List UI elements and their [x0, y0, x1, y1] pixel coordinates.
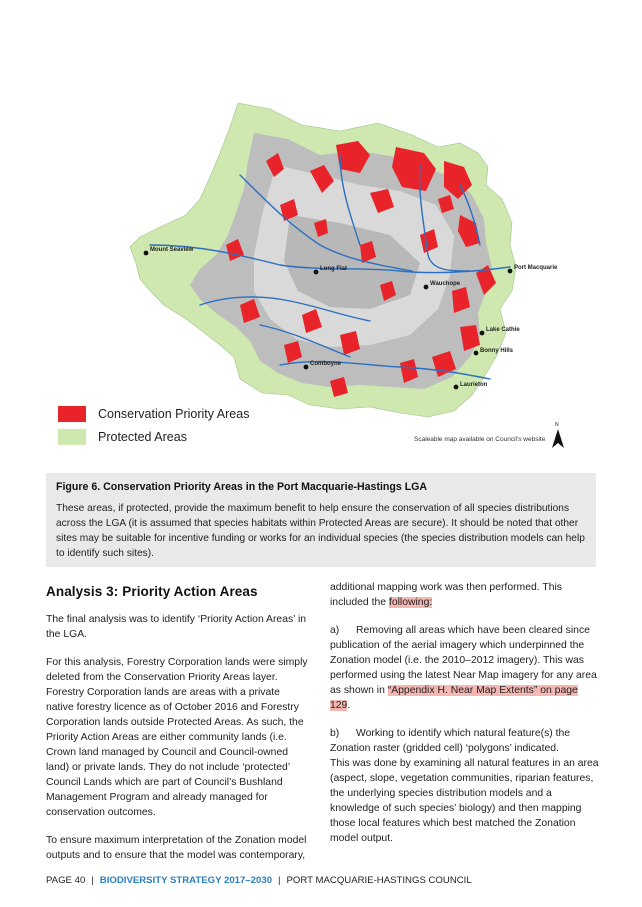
appendix-link[interactable]: “Appendix H. Near Map Extents” on page 129	[330, 685, 578, 711]
town-label: Mount Seaview	[150, 247, 194, 253]
legend-swatch-green	[58, 429, 86, 445]
page-number: PAGE 40	[46, 875, 86, 886]
map-credit: Scaleable map available on Council's website	[414, 436, 546, 443]
paragraph: For this analysis, Forestry Corporation lands were simply deleted from the Conservation Priority Areas layer. Forestry Corporation lands are areas with a private native forestry licence as of October 2016 and Forestry Corporation lands outside Protected Areas. As such, the Priority Action Areas are either community lands (i.e. Crown land managed by Council and Council-owned land) or private lands. They do not include ‘protected’ Council Lands which are part of Council’s Bushland Management Program and already managed for conservation outcomes.	[46, 657, 308, 818]
legend-swatch-red	[58, 406, 86, 422]
paragraph: additional mapping work was then performed. This included the following:	[330, 582, 562, 608]
town-label: Wauchope	[430, 281, 461, 287]
paragraph: The final analysis was to identify ‘Priority Action Areas’ in the LGA.	[46, 614, 307, 640]
conservation-map	[40, 95, 600, 455]
town-label: Long Flat	[320, 266, 347, 272]
list-item-b: b) Working to identify which natural feature(s) the Zonation raster (gridded cell) ‘polygons’ indicated. This was done by examining all natural features in an area (aspect, slope, vegetation communities, riparian features, the underlying species distribution models and a knowledge of such species’ biology) and then mapping those local features which best matched the Zonation model output.	[330, 728, 599, 844]
town-label: Comboyne	[310, 361, 342, 367]
document-title: BIODIVERSITY STRATEGY 2017–2030	[99, 875, 273, 886]
legend-label: Protected Areas	[98, 430, 187, 444]
town-label: Port Macquarie	[514, 265, 558, 271]
left-column	[46, 583, 308, 876]
svg-text:N: N	[555, 422, 559, 428]
section-heading: Analysis 3: Priority Action Areas	[46, 584, 258, 599]
paragraph: To ensure maximum interpretation of the Zonation model outputs and to ensure that the model was contemporary,	[46, 835, 307, 861]
list-marker: b)	[330, 728, 340, 739]
figure-title: Figure 6. Conservation Priority Areas in the Port Macquarie-Hastings LGA	[56, 481, 428, 493]
town-label: Bonny Hills	[480, 348, 514, 354]
north-arrow-icon	[550, 420, 566, 450]
figure-caption-box	[46, 473, 596, 567]
list-marker: a)	[330, 625, 340, 636]
legend-label: Conservation Priority Areas	[98, 407, 250, 421]
page-footer: PAGE 40 | BIODIVERSITY STRATEGY 2017–2030 | PORT MACQUARIE-HASTINGS COUNCIL	[46, 875, 472, 886]
town-label: Lake Cathie	[486, 327, 520, 333]
right-column	[330, 580, 600, 859]
highlighted-text: following:	[388, 597, 433, 608]
figure-text: These areas, if protected, provide the maximum benefit to help ensure the conservation of all species distributions across the LGA (it is assumed that species habitats within Protected Areas are secure). It should be noted that other sites may be suitable for incentive funding or works for an individual species (the species distribution models can help to identify such sites).	[56, 503, 585, 559]
town-label: Laurieton	[460, 382, 488, 388]
legend-protected-areas	[58, 427, 338, 447]
legend-conservation-priority	[58, 404, 338, 424]
organisation: PORT MACQUARIE-HASTINGS COUNCIL	[286, 875, 472, 886]
list-item-a: a) Removing all areas which have been cleared since publication of the aerial imagery which underpinned the Zonation model (i.e. the 2010–2012 imagery). This was performed using the latest Near Map imagery for any area as shown in “Appendix H. Near Map Extents” on page 129.	[330, 625, 597, 711]
